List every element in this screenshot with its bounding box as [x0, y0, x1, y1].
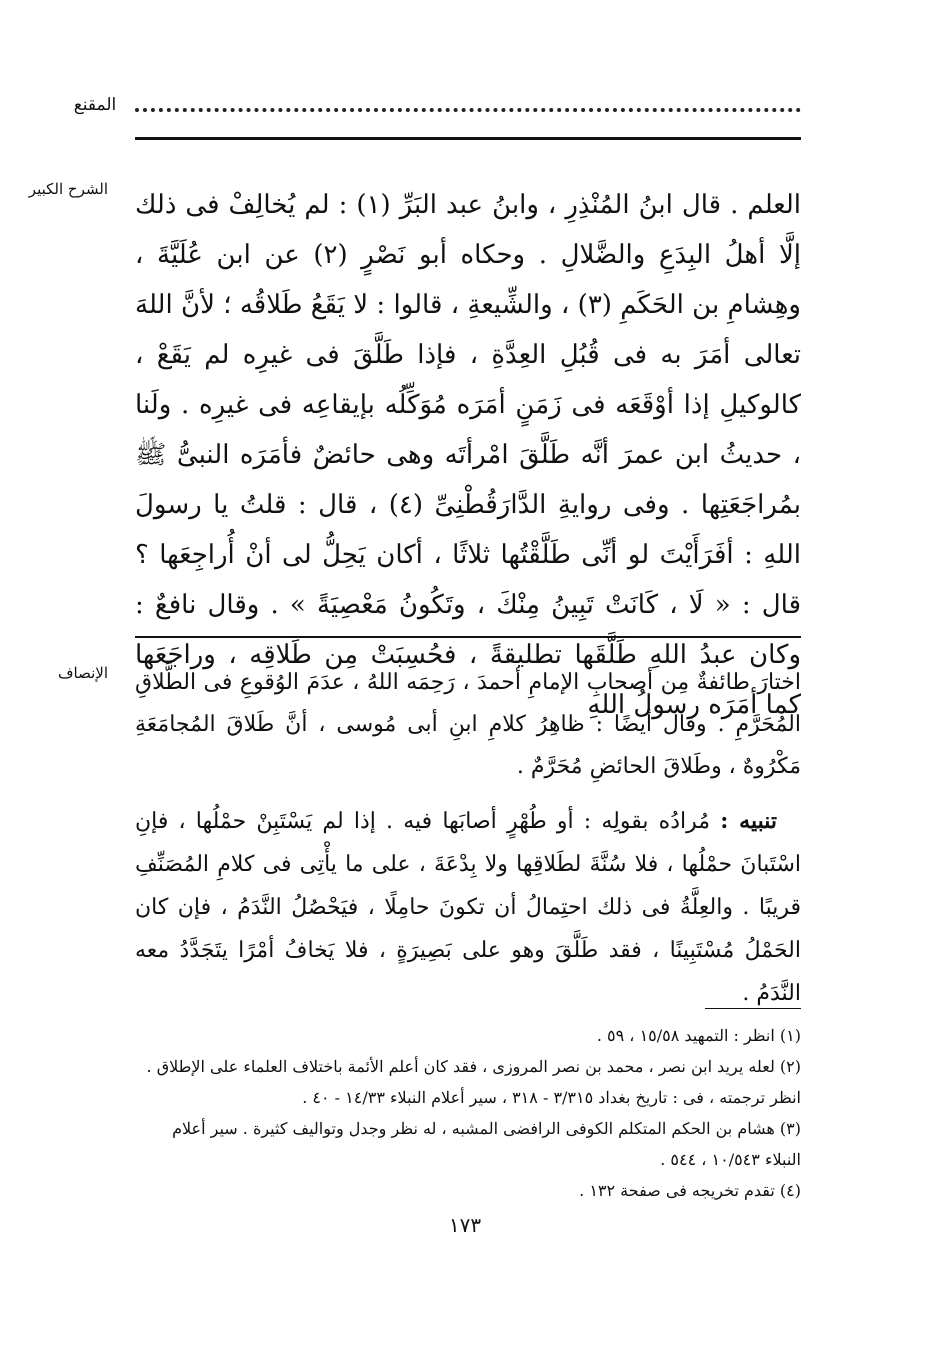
insaf-text: اختارَ طائفةٌ مِن أصحابِ الإمامِ أحمدَ ، رَحِمَه اللهُ ، عدَمَ الوُقوعِ فى الطَّلاقِ المُحَرَّمِ . وقال أيضًا : ظاهِرُ كلامِ ابنِ أبى مُوسى ، أنَّ طَلاقَ المُجامَعَةِ مَكْرُوهٌ ، وطَلاقَ الحائضِ مُحَرَّمٌ . — [135, 670, 801, 779]
footnote-1: (١) انظر : التمهيد ١٥/٥٨ ، ٥٩ . — [596, 1026, 801, 1045]
footnotes — [135, 1020, 801, 1206]
footnote-2: (٢) لعله يريد ابن نصر ، محمد بن نصر المروزى ، فقد كان أعلم الأئمة باختلاف العلماء على الإطلاق . انظر ترجمته ، فى : تاريخ بغداد ٣/٣١٥ - ٣١٨ ، سير أعلام النبلاء ١٤/٣٣ - ٤٠ . — [146, 1057, 801, 1107]
sharh-kabir-label: الشرح الكبير — [28, 180, 108, 198]
insaf-text-block — [135, 662, 801, 788]
footnote-4: (٤) تقدم تخريجه فى صفحة ١٣٢ . — [579, 1181, 801, 1200]
section-divider — [135, 636, 801, 638]
main-text: العلم . قال ابنُ المُنْذِرِ ، وابنُ عبد البَرِّ (١) : لم يُخالِفْ فى ذلك إلَّا أهلُ البِدَعِ والضَّلالِ . وحكاه أبو نَصْرٍ (٢) عن ابن عُلَيَّةَ ، وهِشامِ بن الحَكَمِ (٣) ، والشِّيعةِ ، قالوا : لا يَقَعُ طَلاقُه ؛ لأنَّ اللهَ تعالى أمَرَ به فى قُبُلِ العِدَّةِ ، فإذا طَلَّقَ فى غيرِه لم يَقَعْ ، كالوكيلِ إذا أوْقَعَه فى زَمَنٍ أمَرَه مُوَكِّلُه بإيقاعِه فى غيرِه . ولَنا ، حديثُ ابن عمرَ أنَّه طَلَّقَ امْرأتَه وهى حائضٌ فأمَرَه النبىُّ ﷺ بمُراجَعَتِها . وفى روايةِ الدَّارَقُطْنِىِّ (٤) ، قال : قلتُ يا رسولَ اللهِ : أفَرَأَيْتَ لو أنِّى طَلَّقْتُها ثلاثًا ، أكان يَحِلُّ لى أنْ أُراجِعَها ؟ قال : « لَا ، كَانَتْ تَبِينُ مِنْكَ ، وتَكُونُ مَعْصِيَةً » . وقال نافعٌ : وكان عبدُ اللهِ طَلَّقَها تطليقةً ، فحُسِبَتْ مِن طَلاقِه ، وراجَعَها كما أمَرَه رسولُ اللهِ — [135, 190, 802, 720]
tanbih-text: مُرادُه بقولِه : أو طُهْرٍ أصابَها فيه . إذا لم يَسْتَبِنْ حمْلُها ، فإنِ اسْتَبانَ حمْلُها ، فلا سُنَّةَ لطَلاقِها ولا بِدْعَةَ ، على ما يأْتِى فى كلامِ المُصَنِّفِ قريبًا . والعِلَّةُ فى ذلك احتِمالُ أن تكونَ حامِلًا ، فيَحْصُلُ النَّدَمُ ، فإن كان الحَمْلُ مُسْتَبِينًا ، فقد طَلَّقَ وهو على بَصِيرَةٍ ، فلا يَخافُ أمْرًا يتَجَدَّدُ معه النَّدَمُ . — [135, 809, 801, 1006]
running-header-title: المقنع — [73, 95, 117, 115]
header-dotted-rule — [135, 108, 801, 112]
tanbih-lead: تنبيه : — [720, 808, 777, 834]
tanbih-block — [135, 800, 801, 1015]
header-rule — [135, 137, 801, 140]
footnote-rule — [705, 1008, 801, 1009]
page-number: ١٧٣ — [448, 1213, 482, 1237]
insaf-label: الإنصاف — [57, 664, 108, 682]
main-text-block — [135, 180, 801, 730]
tanbih-paragraph — [135, 800, 801, 1015]
footnote-3: (٣) هشام بن الحكم المتكلم الكوفى الرافضى المشبه ، له نظر وجدل وتواليف كثيرة . سير أعلام النبلاء ١٠/٥٤٣ ، ٥٤٤ . — [172, 1119, 801, 1169]
